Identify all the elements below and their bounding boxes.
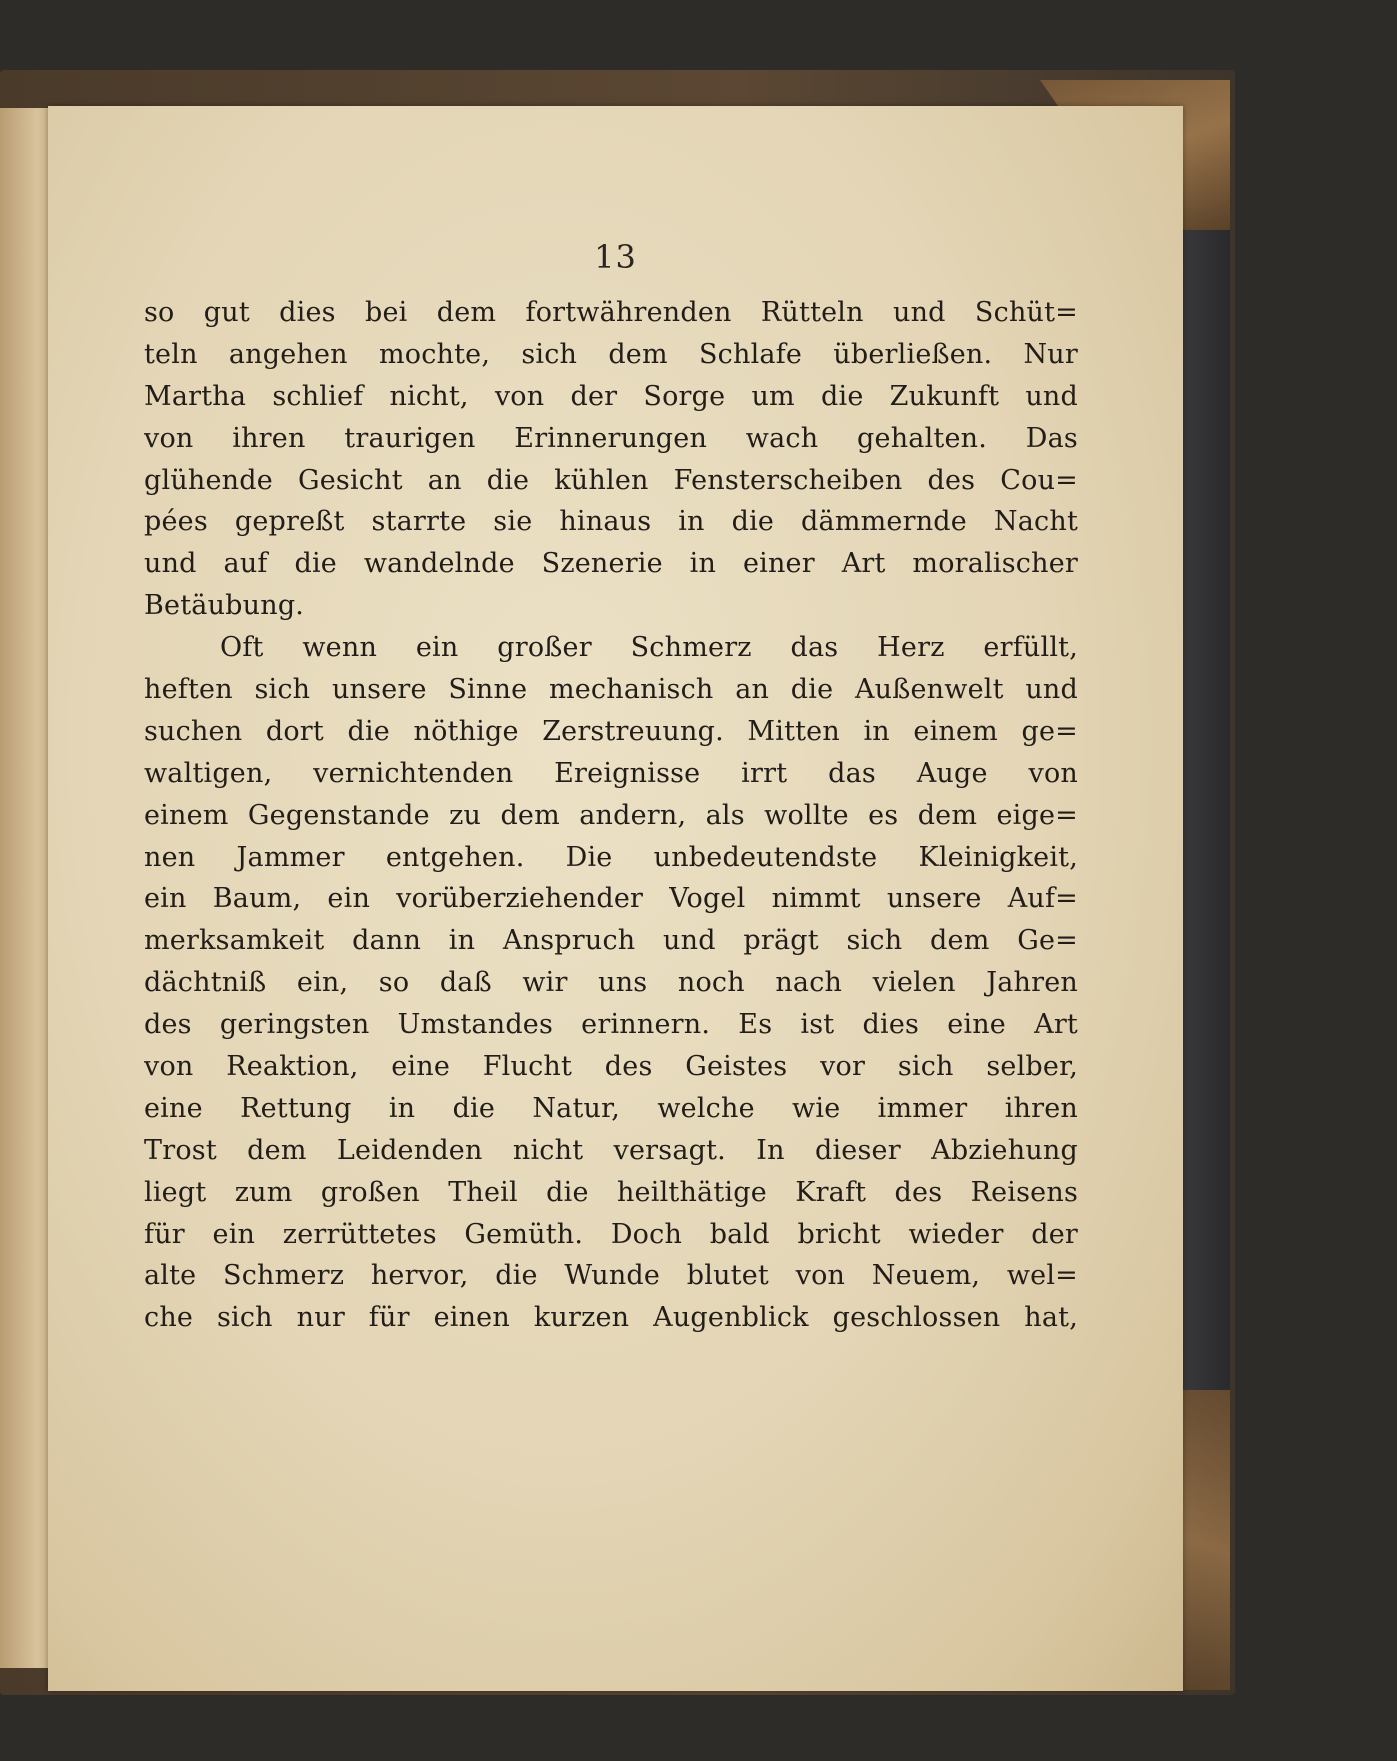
text-line: alte Schmerz hervor, die Wunde blutet von Neuem, wel= (144, 1260, 1078, 1292)
page-text (144, 292, 1078, 1339)
text-line: waltigen, vernichtenden Ereignisse irrt das Auge von (144, 757, 1078, 789)
text-line: teln angehen mochte, sich dem Schlafe überließen. Nur (144, 338, 1078, 370)
text-line: liegt zum großen Theil die heilthätige Kraft des Reisens (144, 1176, 1078, 1208)
text-line: von ihren traurigen Erinnerungen wach gehalten. Das (144, 422, 1078, 454)
text-line: merksamkeit dann in Anspruch und prägt sich dem Ge= (144, 925, 1078, 957)
text-line: Betäubung. (144, 590, 305, 622)
text-line: ein Baum, ein vorüberziehender Vogel nimmt unsere Auf= (144, 883, 1078, 915)
text-line: glühende Gesicht an die kühlen Fensterscheiben des Cou= (144, 464, 1078, 496)
text-line: und auf die wandelnde Szenerie in einer Art moralischer (144, 548, 1078, 580)
text-line: dächtniß ein, so daß wir uns noch nach vielen Jahren (144, 967, 1078, 999)
text-line: eine Rettung in die Natur, welche wie immer ihren (144, 1092, 1078, 1124)
text-line: che sich nur für einen kurzen Augenblick geschlossen hat, (144, 1302, 1078, 1334)
text-line: des geringsten Umstandes erinnern. Es ist dies eine Art (144, 1009, 1078, 1041)
page-number: 13 (594, 238, 637, 276)
text-line: Martha schlief nicht, von der Sorge um die Zukunft und (144, 380, 1078, 412)
text-line: so gut dies bei dem fortwährenden Rütteln und Schüt= (144, 297, 1078, 328)
text-line: Oft wenn ein großer Schmerz das Herz erfüllt, (220, 632, 1078, 664)
text-line: von Reaktion, eine Flucht des Geistes vor sich selber, (144, 1051, 1078, 1083)
book-page (48, 106, 1183, 1691)
text-line: pées gepreßt starrte sie hinaus in die dämmernde Nacht (144, 506, 1078, 538)
text-line: Trost dem Leidenden nicht versagt. In dieser Abziehung (144, 1134, 1078, 1166)
text-line: für ein zerrüttetes Gemüth. Doch bald bricht wieder der (144, 1218, 1078, 1250)
text-line: nen Jammer entgehen. Die unbedeutendste Kleinigkeit, (144, 841, 1078, 873)
text-line: suchen dort die nöthige Zerstreuung. Mitten in einem ge= (144, 715, 1078, 747)
text-line: einem Gegenstande zu dem andern, als wollte es dem eige= (144, 799, 1078, 831)
text-line: heften sich unsere Sinne mechanisch an die Außenwelt und (144, 674, 1078, 706)
